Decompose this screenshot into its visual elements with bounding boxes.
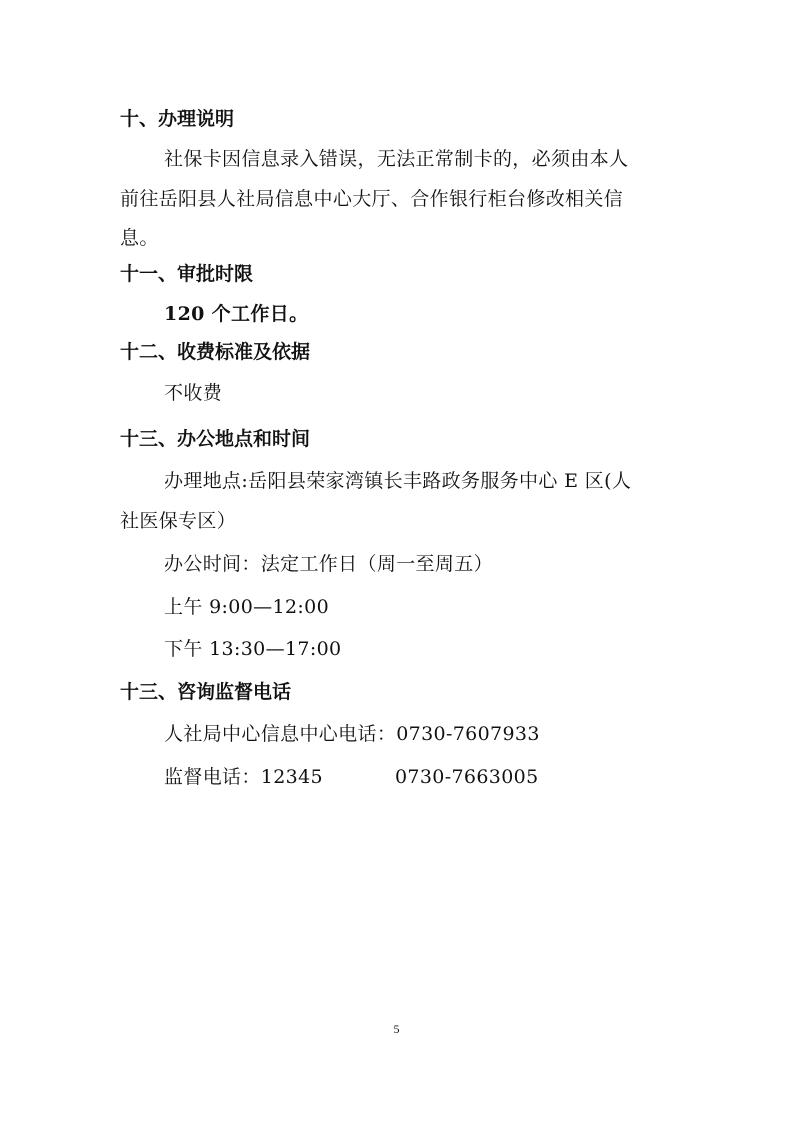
paragraph-line: 前往岳阳县人社局信息中心大厅、合作银行柜台修改相关信	[120, 188, 624, 210]
paragraph-line: 社保卡因信息录入错误，无法正常制卡的，必须由本人	[164, 148, 629, 170]
approval-time-limit: 120 个工作日。	[164, 303, 309, 325]
supervision-phone-line	[164, 768, 539, 787]
office-address-line: 办理地点:岳阳县荣家湾镇长丰路政务服务中心 E 区(人	[164, 470, 632, 492]
section-heading-10: 十、办理说明	[120, 108, 235, 130]
supervision-phone-number: 0730-7663005	[394, 766, 539, 788]
center-phone: 人社局中心信息中心电话：0730-7607933	[164, 723, 540, 745]
page-number: 5	[393, 1022, 400, 1036]
office-hours: 办公时间：法定工作日（周一至周五）	[164, 553, 493, 575]
supervision-phone-label: 监督电话：12345	[164, 766, 323, 788]
office-address-line: 社医保专区）	[120, 510, 237, 532]
paragraph-line: 息。	[120, 227, 159, 249]
section-heading-12: 十二、收费标准及依据	[120, 341, 311, 363]
fee-standard: 不收费	[164, 382, 223, 404]
morning-hours: 上午 9:00—12:00	[164, 596, 330, 618]
section-heading-11: 十一、审批时限	[120, 263, 254, 285]
section-heading-13-office: 十三、办公地点和时间	[120, 428, 311, 450]
afternoon-hours: 下午 13:30—17:00	[164, 638, 342, 660]
section-heading-13-phone: 十三、咨询监督电话	[120, 681, 292, 703]
